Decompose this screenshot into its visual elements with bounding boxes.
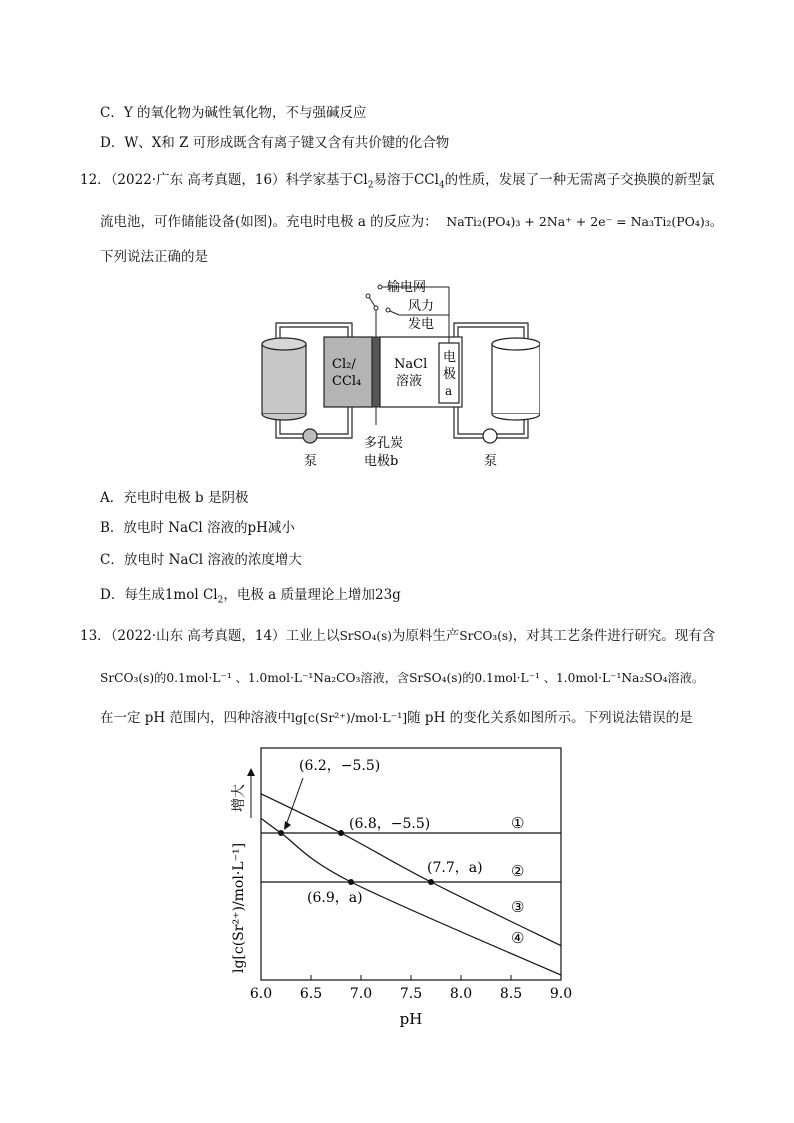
series-label: ③ <box>511 898 525 916</box>
left-pump-icon <box>303 429 317 443</box>
q12-stem-line1: 12．（2022·广东 高考真题，16）科学家基于$Cl_2$易溶于CCl$_4$的性质，发展了一种无需离子交换膜的新型氯 <box>80 172 715 191</box>
q12-option-d-part2: ，电极 a 质量理论上增加23g <box>223 587 401 603</box>
series-label: ① <box>511 814 525 832</box>
right-pump-label: 泵 <box>484 454 498 469</box>
electrode-a-label-1: 电 <box>443 350 457 365</box>
x-tick-label: 8.5 <box>499 986 523 1002</box>
q13-text: 工业上以 <box>285 628 340 644</box>
y-axis-arrow-head <box>247 768 255 776</box>
electrode-a-label-2: 极 <box>443 367 457 382</box>
x-tick-label: 7.0 <box>349 986 373 1002</box>
formula-srso4: SrSO₄(s) <box>339 629 392 643</box>
q12-option-a: A．充电时电极 b 是阴极 <box>100 490 249 506</box>
annotation-arrow <box>285 778 303 828</box>
right-tank <box>492 338 540 420</box>
q12-text: 易溶于 <box>373 172 414 188</box>
q12-source: （2022·广东 高考真题，16） <box>110 172 286 188</box>
x-tick-label: 8.0 <box>449 986 473 1002</box>
series-label: ④ <box>511 929 525 947</box>
flow-battery-diagram <box>240 275 540 473</box>
y-axis-label: lg[c(Sr²⁺)/mol·L⁻¹] <box>231 842 247 974</box>
q13-text: 随 pH 的变化关系如图所示。下列说法错误的是 <box>407 710 693 726</box>
q13-stem-line3 <box>100 709 693 727</box>
annotation-point <box>338 830 344 836</box>
nacl-solution-label: 溶液 <box>396 374 423 389</box>
power-grid-label: 输电网 <box>387 280 427 295</box>
formula-srco3: SrCO₃(s) <box>459 629 513 643</box>
left-pump-label: 泵 <box>304 454 318 469</box>
right-pump-icon <box>483 429 497 443</box>
porous-carbon-electrode-b <box>372 337 380 407</box>
q12-text: 科学家基于 <box>285 172 354 188</box>
annotation-point <box>348 879 354 885</box>
annotation-label: (6.2，−5.5) <box>299 758 381 774</box>
q12-text: 。 <box>709 214 724 230</box>
q13-stem-line1 <box>80 627 715 645</box>
cl2-ccl4-compartment <box>324 337 372 407</box>
formula-cl2: Cl <box>353 172 368 188</box>
q12-text: 流电池，可作储能设备(如图)。充电时电极 a 的反应为： <box>100 214 438 230</box>
x-tick-label: 7.5 <box>399 986 423 1002</box>
q13-stem-line2: SrCO₃(s)的0.1mol·L⁻¹ 、1.0mol·L⁻¹Na₂CO₃溶液，含SrSO₄(s)的0.1mol·L⁻¹ 、1.0mol·L⁻¹Na₂SO₄溶液。 <box>100 671 705 685</box>
q13-text: ，对其工艺条件进行研究。现有含 <box>512 628 716 644</box>
cl2-ccl4-label-2: CCl₄ <box>332 374 362 389</box>
left-tank <box>262 338 306 420</box>
porous-electrode-label-2: 电极b <box>364 454 399 469</box>
q13-expression: lg[c(Sr²⁺)/mol·L⁻¹] <box>291 710 408 725</box>
sr-ph-chart <box>215 740 585 1040</box>
q13-number: 13． <box>80 628 111 644</box>
q12-option-c: C．放电时 NaCl 溶液的浓度增大 <box>100 552 302 568</box>
x-axis-label: pH <box>399 1010 423 1028</box>
x-tick-label: 9.0 <box>549 986 573 1002</box>
y-axis-arrow-label: 增大 <box>231 784 247 812</box>
q12-option-b: B．放电时 NaCl 溶液的pH减小 <box>100 520 295 536</box>
porous-electrode-label-1: 多孔炭 <box>364 436 404 451</box>
q12-equation: NaTi₂(PO₄)₃ + 2Na⁺ + 2e⁻ = Na₃Ti₂(PO₄)₃ <box>446 214 710 229</box>
x-tick-label: 6.0 <box>249 986 273 1002</box>
q12-stem-line3: 下列说法正确的是 <box>100 249 208 265</box>
q12-text: 的性质，发展了一种无需离子交换膜的新型氯 <box>444 172 715 188</box>
electrode-a-label-3: a <box>445 384 453 398</box>
series-curve-④ <box>261 818 561 975</box>
q13-source: （2022·山东 高考真题，14） <box>110 628 286 644</box>
annotation-label: (6.8，−5.5) <box>349 816 431 832</box>
annotation-point <box>428 879 434 885</box>
cl2-ccl4-label-1: Cl₂/ <box>332 357 356 372</box>
q13-text: 在一定 pH 范围内，四种溶液中 <box>100 710 291 726</box>
series-label: ② <box>511 862 525 880</box>
q11-option-c: C．Y 的氧化物为碱性氧化物，不与强碱反应 <box>100 105 367 121</box>
annotation-label: (6.9，a) <box>307 890 363 906</box>
formula-ccl4: CCl <box>413 172 439 188</box>
q13-text: 为原料生产 <box>391 628 460 644</box>
q12-number: 12． <box>80 172 111 188</box>
wind-power-label-2: 发电 <box>408 317 435 332</box>
q12-stem-line2 <box>100 213 723 231</box>
q11-option-d: D．W、X和 Z 可形成既含有离子键又含有共价键的化合物 <box>100 135 450 151</box>
x-tick-label: 6.5 <box>299 986 323 1002</box>
annotation-point <box>278 830 284 836</box>
nacl-label: NaCl <box>394 357 428 372</box>
wind-power-label-1: 风力 <box>408 299 435 314</box>
q12-option-d: D．每生成1mol $Cl_2$，电极 a 质量理论上增加23g <box>100 587 401 606</box>
q12-option-d-part1: D．每生成1mol Cl <box>100 587 218 603</box>
annotation-label: (7.7，a) <box>427 860 483 876</box>
